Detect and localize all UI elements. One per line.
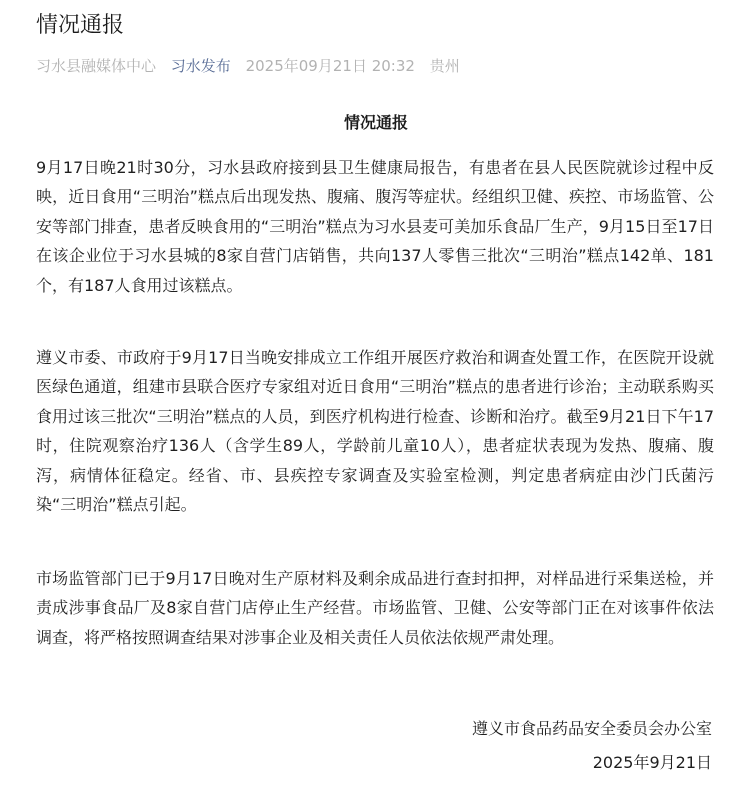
paragraph-3: 市场监管部门已于9月17日晚对生产原材料及剩余成品进行查封扣押，对样品进行采集送检，并责成涉事食品厂及8家自营门店停止生产经营。市场监管、卫健、公安等部门正在对该事件依法调查，将严格按照调查结果对涉事企业及相关责任人员依法依规严肃处理。 (36, 569, 714, 647)
paragraph-1: 9月17日晚21时30分，习水县政府接到县卫生健康局报告，有患者在县人民医院就诊过程中反映，近日食用“三明治”糕点后出现发热、腹痛、腹泻等症状。经组织卫健、疾控、市场监管、公安等部门排查，患者反映食用的“三明治”糕点为习水县麦可美加乐食品厂生产，9月15日至17日在该企业位于习水县城的8家自营门店销售，共向137人零售三批次“三明治”糕点142单、181个，有187人食用过该糕点。 (36, 158, 714, 295)
signature-date: 2025年9月21日 (592, 753, 712, 772)
page-title: 情况通报 (36, 13, 125, 38)
notice-heading: 情况通报 (343, 113, 408, 132)
publish-datetime: 2025年09月21日 20:32 (245, 57, 415, 75)
signature-organization: 遵义市食品药品安全委员会办公室 (471, 719, 712, 738)
publish-location: 贵州 (429, 57, 460, 75)
source-name: 习水县融媒体中心 (36, 57, 157, 75)
account-link[interactable]: 习水发布 (170, 57, 231, 75)
paragraph-2: 遵义市委、市政府于9月17日当晚安排成立工作组开展医疗救治和调查处置工作，在医院开设就医绿色通道，组建市县联合医疗专家组对近日食用“三明治”糕点的患者进行诊治；主动联系购买食用过该三批次“三明治”糕点的人员，到医疗机构进行检查、诊断和治疗。截至9月21日下午17时，住院观察治疗136人（含学生89人，学龄前儿童10人），患者症状表现为发热、腹痛、腹泻，病情体征稳定。经省、市、县疾控专家调查及实验室检测，判定患者病症由沙门氏菌污染“三明治”糕点引起。 (36, 348, 714, 515)
article-meta (36, 56, 470, 76)
